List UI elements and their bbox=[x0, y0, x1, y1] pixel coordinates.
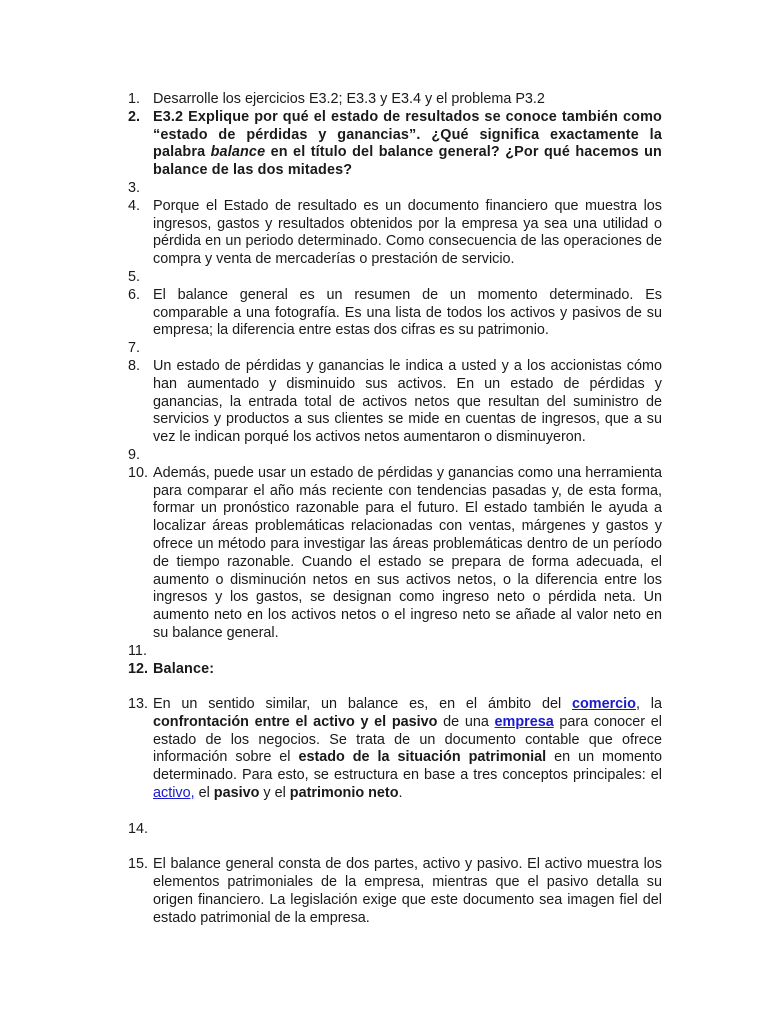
list-item-1 bbox=[128, 91, 662, 109]
list-item-2 bbox=[128, 109, 662, 180]
list-item-13 bbox=[128, 696, 662, 803]
item-text: Porque el Estado de resultado es un documento financiero que muestra los ingresos, gastos y resultados obtenidos por la empresa ya sea una utilidad o pérdida en un periodo determinado. Como consecuencia de las operaciones de compra y venta de mercaderías o prestación de servicio. bbox=[153, 197, 662, 268]
item-text: Además, puede usar un estado de pérdidas y ganancias como una herramienta para comparar el año más reciente con tendencias pasadas y, de esta forma, formar un pronóstico razonable para el futuro. El estado también le ayuda a localizar áreas problemáticas relacionadas con ventas, márgenes y gastos y ofrece un método para investigar las áreas problemáticas dentro de un período de tiempo razonable. Cuando el estado se prepara de forma adecuada, el aumento o disminución netos en sus activos netos, o la diferencia entre los ingresos y los gastos, se designan como ingreso neto o pérdida neta. Un aumento neto en los activos netos o el ingreso neto se añade al valor neto en su balance general. bbox=[153, 464, 662, 641]
list-item-6 bbox=[128, 287, 662, 340]
item-number: 11. bbox=[128, 642, 147, 659]
list-item-3 bbox=[128, 180, 662, 198]
item-text: El balance general consta de dos partes, activo y pasivo. El activo muestra los elementos patrimoniales de la empresa, mientras que el pasivo detalla su origen financiero. La legislación exige que este documento sea imagen fiel del estado patrimonial de la empresa. bbox=[153, 856, 662, 926]
item-number: 3. bbox=[128, 179, 141, 196]
item-number: 8. bbox=[128, 357, 141, 374]
list-item-7 bbox=[128, 340, 662, 358]
list-item-15 bbox=[128, 856, 662, 927]
item-number: 7. bbox=[128, 340, 141, 357]
item-number: 1. bbox=[128, 91, 141, 107]
numbered-list bbox=[128, 91, 662, 927]
bold-phrase: pasivo bbox=[213, 785, 260, 802]
item-text: En un sentido similar, un balance es, en el ámbito del comercio, la confrontación entre el activo y el pasivo de una empresa para conocer el estado de los negocios. Se trata de un documento contable que ofrece información sobre el estado de la situación patrimonial en un momento determinado. Para esto, se estructura en base a tres conceptos principales: el activo, el pasivo y el patrimonio neto. bbox=[153, 696, 663, 802]
list-item-8 bbox=[128, 358, 662, 447]
item-number: 12. bbox=[128, 660, 149, 677]
comercio-link[interactable]: comercio bbox=[571, 696, 636, 713]
list-item-12 bbox=[128, 661, 662, 679]
item-number: 6. bbox=[128, 286, 141, 303]
item-number: 5. bbox=[128, 268, 141, 285]
item-text: E3.2 Explique por qué el estado de resultados se conoce también como “estado de pérdidas y ganancias”. ¿Qué significa exactamente la palabra balance en el título del balance general? ¿Por qué hacemos un balance de las dos mitades? bbox=[153, 108, 662, 179]
blank-line bbox=[128, 803, 662, 821]
item-number: 13. bbox=[128, 696, 149, 713]
item-text: Desarrolle los ejercicios E3.2; E3.3 y E3.4 y el problema P3.2 bbox=[153, 91, 545, 107]
list-item-11 bbox=[128, 643, 662, 661]
italic-word: balance bbox=[210, 144, 266, 161]
item-number: 14. bbox=[128, 820, 149, 837]
item-number: 2. bbox=[128, 108, 141, 125]
list-item-9 bbox=[128, 447, 662, 465]
item-text: Un estado de pérdidas y ganancias le indica a usted y a los accionistas cómo han aumentado y disminuido sus activos. En un estado de pérdidas y ganancias, la entrada total de activos netos que resultan del suministro de servicios y productos a sus clientes se mide en cuentas de ingresos, que a su vez le indican porqué los activos netos aumentaron o disminuyeron. bbox=[153, 357, 662, 446]
item-number: 10. bbox=[128, 464, 149, 481]
item-number: 4. bbox=[128, 197, 141, 214]
bold-phrase: patrimonio neto bbox=[289, 785, 399, 802]
bold-phrase: confrontación entre el activo y el pasivo bbox=[153, 713, 438, 730]
item-number: 15. bbox=[128, 856, 149, 873]
blank-line bbox=[128, 838, 662, 856]
list-item-14 bbox=[128, 821, 662, 839]
list-item-5 bbox=[128, 269, 662, 287]
item-number: 9. bbox=[128, 446, 141, 463]
item-text: El balance general es un resumen de un momento determinado. Es comparable a una fotografía. Es una lista de todos los activos y pasivos de su empresa; la diferencia entre estas dos cifras es su patrimonio. bbox=[153, 286, 662, 339]
empresa-link[interactable]: empresa bbox=[494, 713, 554, 730]
bold-phrase: estado de la situación patrimonial bbox=[298, 749, 547, 766]
list-item-10 bbox=[128, 465, 662, 643]
blank-line bbox=[128, 678, 662, 696]
list-item-4 bbox=[128, 198, 662, 269]
activo-link[interactable]: activo, bbox=[153, 785, 195, 802]
item-heading: Balance: bbox=[153, 660, 215, 677]
